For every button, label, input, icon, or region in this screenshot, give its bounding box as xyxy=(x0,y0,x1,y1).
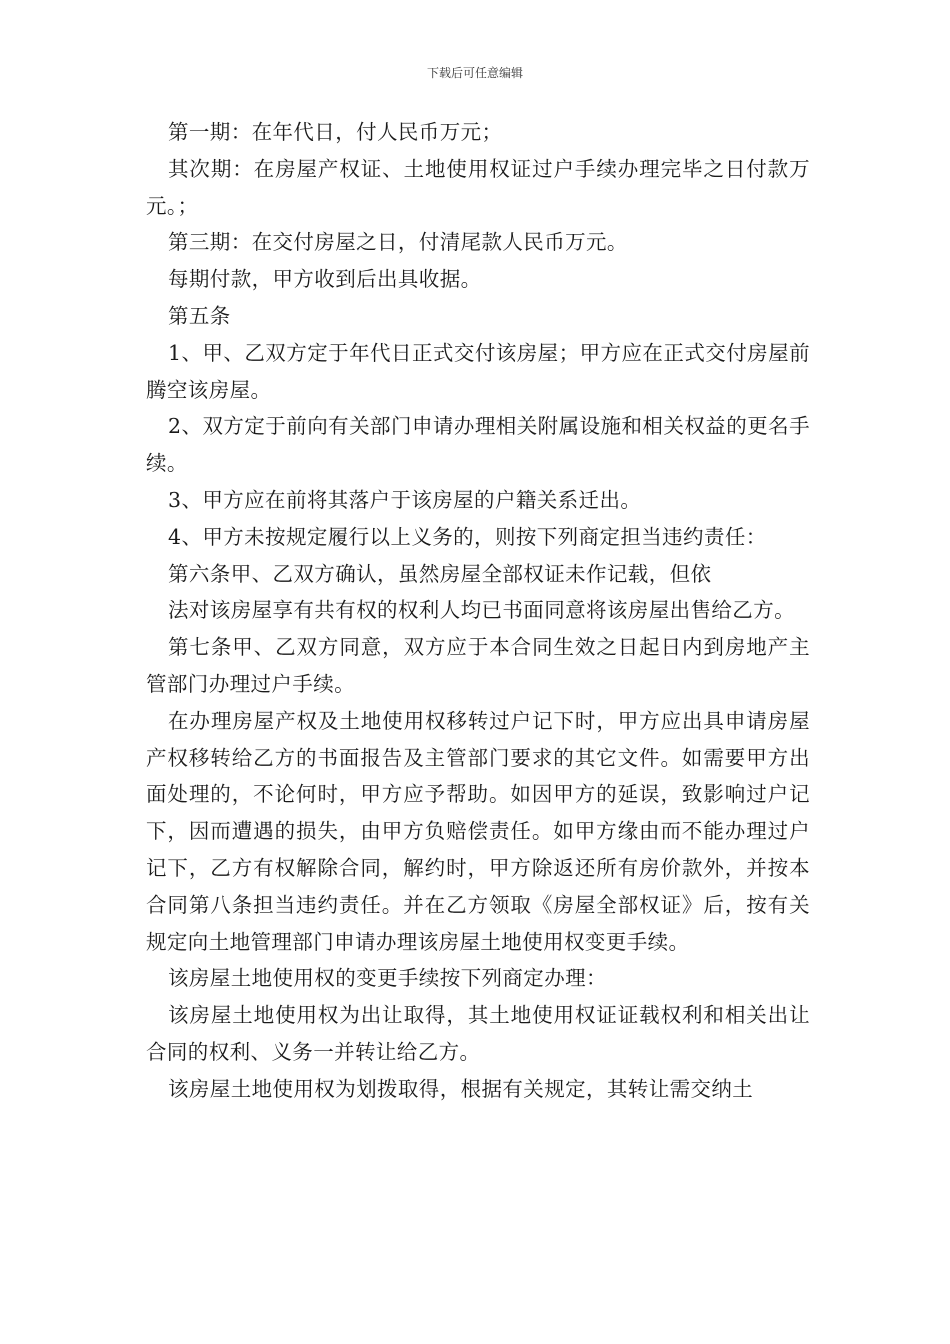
article-5-item-2: 2、双方定于前向有关部门申请办理相关附属设施和相关权益的更名手续。 xyxy=(146,414,810,476)
paragraph-receipt: 每期付款，甲方收到后出具收据。 xyxy=(168,267,482,292)
article-5-item-3: 3、甲方应在前将其落户于该房屋的户籍关系迁出。 xyxy=(168,487,642,512)
article-5-item-1: 1、甲、乙双方定于年代日正式交付该房屋；甲方应在正式交付房屋前腾空该房屋。 xyxy=(146,340,810,402)
land-use-change-paragraph: 该房屋土地使用权的变更手续按下列商定办理： xyxy=(168,966,607,991)
article-6-continuation: 法对该房屋享有共有权的权利人均已书面同意将该房屋出售给乙方。 xyxy=(168,598,795,623)
article-6-paragraph: 第六条甲、乙双方确认，虽然房屋全部权证未作记载，但依 xyxy=(168,561,712,586)
land-allocation-paragraph: 该房屋土地使用权为划拨取得，根据有关规定，其转让需交纳土 xyxy=(168,1076,754,1101)
article-5-item-4: 4、甲方未按规定履行以上义务的，则按下列商定担当违约责任： xyxy=(168,524,767,549)
article-5-heading: 第五条 xyxy=(168,303,231,328)
transfer-registration-paragraph: 在办理房屋产权及土地使用权移转过户记下时，甲方应出具申请房屋产权移转给乙方的书面报告及主管部门要求的其它文件。如需要甲方出面处理的，不论何时，甲方应予帮助。如因甲方的延误，致影响过户记下，因而遭遇的损失，由甲方负赔偿责任。如甲方缘由而不能办理过户记下，乙方有权解除合同，解约时，甲方除返还所有房价款外，并按本合同第八条担当违约责任。并在乙方领取《房屋全部权证》后，按有关规定向土地管理部门申请办理该房屋土地使用权变更手续。 xyxy=(146,708,810,954)
document-body xyxy=(146,114,810,1108)
paragraph-installment-3: 第三期：在交付房屋之日，付清尾款人民币万元。 xyxy=(168,230,628,255)
page-header: 下载后可任意编辑 xyxy=(426,66,523,80)
land-grant-paragraph: 该房屋土地使用权为出让取得，其土地使用权证证载权利和相关出让合同的权利、义务一并转让给乙方。 xyxy=(146,1003,810,1064)
paragraph-installment-2: 其次期：在房屋产权证、土地使用权证过户手续办理完毕之日付款万元。； xyxy=(146,156,810,218)
article-7-paragraph: 第七条甲、乙双方同意，双方应于本合同生效之日起日内到房地产主管部门办理过户手续。 xyxy=(146,635,810,696)
paragraph-installment-1: 第一期：在年代日，付人民币万元； xyxy=(168,120,503,144)
